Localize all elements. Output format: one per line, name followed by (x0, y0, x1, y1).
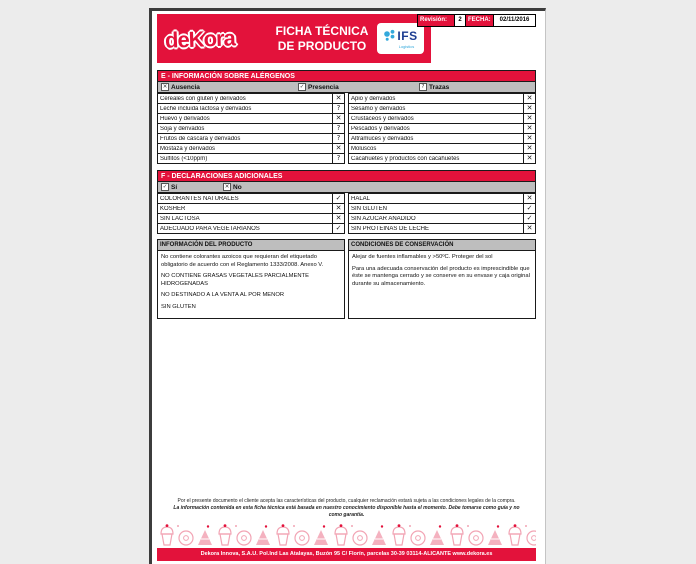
legend-item (158, 83, 295, 91)
section-e-title: E - INFORMACIÓN SOBRE ALÉRGENOS (157, 70, 536, 82)
declaration-mark: ✓ (332, 224, 344, 233)
declaration-mark: ✓ (523, 214, 535, 223)
declaration-table-left (157, 193, 345, 234)
info-paragraph: NO CONTIENE GRASAS VEGETALES PARCIALMENTE HIDROGENADAS (161, 273, 309, 287)
declaration-table-right (348, 193, 536, 234)
allergen-row (348, 153, 536, 164)
dekora-logo: deKora (164, 24, 236, 53)
decorative-sweets-band (157, 522, 536, 548)
company-address-bar: Dekora Innova, S.A.U. Pol.Ind Las Atalayas, Buzón 95 C/ Florín, parcelas 30-39 03114-ALICANTE www.dekora.es (157, 548, 536, 561)
section-e-legend (157, 82, 536, 93)
allergen-label: Sulfitos (<10ppm) (160, 155, 208, 162)
declaration-label: HALAL (351, 195, 371, 202)
legend-item (158, 183, 220, 191)
document-header (157, 14, 536, 64)
declaration-mark: ✓ (332, 194, 344, 203)
conservation-title: CONDICIONES DE CONSERVACIÓN (348, 239, 536, 251)
allergen-label: Moluscos (351, 145, 377, 152)
product-info-body (157, 251, 345, 319)
legend-mark-icon: ✕ (224, 184, 230, 190)
legend-mark-icon: ✓ (299, 84, 305, 90)
allergen-mark: ? (332, 134, 344, 143)
info-paragraph: Alejar de fuentes inflamables y >50ºC. Proteger del sol (352, 254, 493, 260)
allergen-table-right (348, 93, 536, 164)
header-banner (157, 14, 431, 63)
allergen-label: Cacahuetes y productos con cacahuetes (351, 155, 460, 162)
allergen-label: Leche incluida lactosa y derivados (160, 105, 252, 112)
legend-label: No (233, 183, 242, 191)
date-label: FECHA: (465, 15, 493, 26)
legend-label: Ausencia (171, 83, 200, 91)
ifs-logo-text: IFS (397, 29, 418, 43)
allergen-mark: ✕ (523, 104, 535, 113)
allergen-mark: ? (332, 124, 344, 133)
allergen-mark: ✕ (523, 144, 535, 153)
legend-label: Sí (171, 183, 178, 191)
conservation-column (348, 239, 536, 319)
disclaimer-line-2: La información contenida en esta ficha técnica está basada en nuestro conocimiento disponible hasta el momento. Debe tomarse como guía y no como garantía. (173, 505, 520, 518)
declaration-label: SIN LACTOSA (160, 215, 200, 222)
allergen-label: Pescados y derivados (351, 125, 410, 132)
revision-value: 2 (454, 15, 465, 26)
document-page (149, 8, 546, 564)
section-f-legend (157, 182, 536, 193)
allergen-row (157, 153, 345, 164)
allergen-mark: ✕ (523, 124, 535, 133)
declaration-mark: ✕ (332, 204, 344, 213)
info-section (157, 239, 536, 319)
legend-mark-icon: ? (419, 83, 427, 91)
legal-disclaimer (157, 498, 536, 519)
declaration-row (157, 223, 345, 234)
allergen-mark: ? (332, 154, 344, 163)
conservation-body (348, 251, 536, 319)
revision-date-table (417, 14, 536, 27)
allergen-label: Mostaza y derivados (160, 145, 216, 152)
legend-mark-icon: ✕ (162, 84, 168, 90)
allergen-label: Sésamo y derivados (351, 105, 406, 112)
allergen-label: Altramuces y derivados (351, 135, 414, 142)
info-paragraph: No contiene colorantes azoicos que requieran del etiquetado obligatorio de acuerdo con el Reglamento 1333/2008. Anexo V. (161, 254, 324, 268)
document-title: FICHA TÉCNICA DE PRODUCTO (275, 24, 369, 53)
ifs-logo-subtext: Logistics (398, 43, 415, 49)
allergen-mark: ✕ (523, 134, 535, 143)
allergen-label: Apio y derivados (351, 95, 396, 102)
declaration-row (348, 223, 536, 234)
ifs-dots-icon (383, 29, 396, 44)
legend-item (295, 83, 416, 91)
allergen-label: Huevo y derivados (160, 115, 210, 122)
declaration-tables (157, 193, 536, 234)
legend-mark-icon: ✓ (162, 184, 168, 190)
allergen-mark: ✕ (523, 154, 535, 163)
date-value: 02/11/2016 (493, 15, 535, 26)
declaration-label: COLORANTES NATURALES (160, 195, 239, 202)
legend-label: Presencia (308, 83, 339, 91)
legend-item (220, 183, 535, 191)
allergen-mark: ✕ (332, 144, 344, 153)
allergen-label: Crustáceos y derivados (351, 115, 414, 122)
ifs-logistics-logo (377, 23, 424, 54)
allergen-mark: ✕ (523, 94, 535, 103)
declaration-mark: ✕ (332, 214, 344, 223)
allergen-label: Cereales con gluten y derivados (160, 95, 246, 102)
info-paragraph: SIN GLUTEN (161, 303, 196, 310)
declaration-label: KOSHER (160, 205, 186, 212)
info-paragraph: Para una adecuada conservación del producto es imprescindible que éste se mantenga cerrado y se conserve en su envase y caja original durante su almacenamiento. (352, 265, 530, 287)
product-info-title: INFORMACIÓN DEL PRODUCTO (157, 239, 345, 251)
allergen-mark: ? (332, 104, 344, 113)
revision-label: Revisión: (418, 15, 454, 26)
declaration-label: SIN AZÚCAR AÑADIDO (351, 215, 416, 222)
allergen-table-left (157, 93, 345, 164)
allergen-label: Soja y derivados (160, 125, 205, 132)
allergen-tables (157, 93, 536, 164)
declaration-label: ADECUADO PARA VEGETARIANOS (160, 225, 260, 232)
section-f-title: F - DECLARACIONES ADICIONALES (157, 170, 536, 182)
allergen-mark: ✕ (332, 114, 344, 123)
allergen-mark: ✕ (523, 114, 535, 123)
declaration-label: SIN GLUTEN (351, 205, 388, 212)
allergen-mark: ✕ (332, 94, 344, 103)
allergen-label: Frutos de cáscara y derivados (160, 135, 241, 142)
info-paragraph: NO DESTINADO A LA VENTA AL POR MENOR (161, 292, 285, 299)
legend-label: Trazas (429, 83, 450, 91)
product-info-column (157, 239, 345, 319)
declaration-mark: ✓ (523, 204, 535, 213)
declaration-mark: ✕ (523, 194, 535, 203)
declaration-mark: ✕ (523, 224, 535, 233)
declaration-label: SIN PROTEINAS DE LECHE (351, 225, 430, 232)
legend-item (416, 83, 535, 91)
disclaimer-line-1: Por el presente documento el cliente acepta las características del producto, cualquier reclamación estará sujeta a las condiciones legales de la compra. (177, 498, 516, 504)
